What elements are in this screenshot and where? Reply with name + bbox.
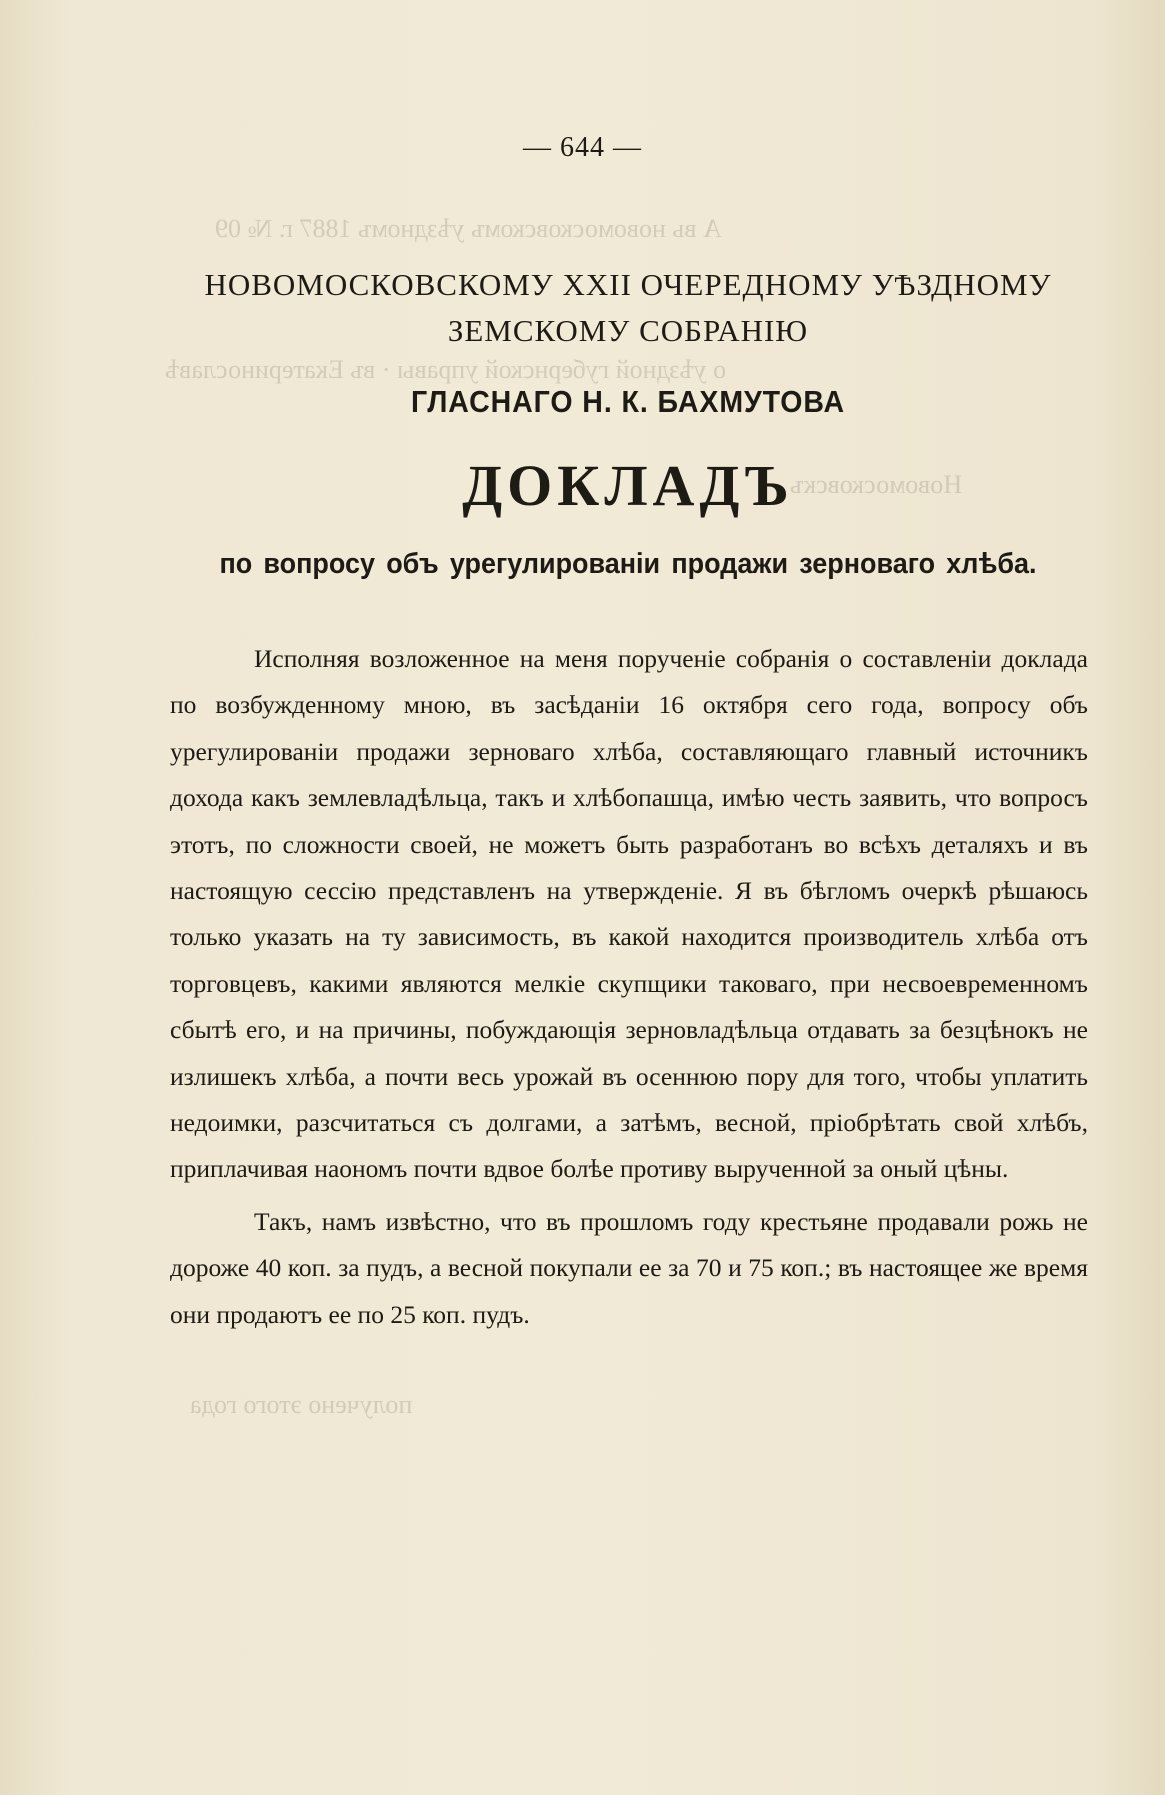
body-text [170, 636, 1088, 1344]
document-subject: по вопросу объ урегулированіи продажи зерноваго хлѣба. [219, 548, 1037, 580]
bleed-through-text: о уѣздной губернской управы · въ Екатеринославѣ [165, 355, 727, 384]
bleed-through-text: А вь новомосковскомъ уѣздномъ 1887 г. № 09 [215, 214, 722, 243]
document-title: ДОКЛАДЪ [462, 453, 794, 518]
addressee-line-1: НОВОМОСКОВСКОМУ XXII ОЧЕРЕДНОМУ УѢЗДНОМУ [204, 267, 1052, 302]
page-number: — 644 — [523, 132, 642, 163]
bleed-through-text: Новомосковскъ [790, 470, 963, 499]
paragraph: Исполняя возложенное на меня порученіе собранія о составленіи доклада по возбужденному мною, въ засѣданіи 16 октября сего года, вопросу объ урегулированіи продажи зерноваго хлѣба, составляющаго главный источникъ дохода какъ землевладѣльца, такъ и хлѣбопашца, имѣю честь заявить, что вопросъ этотъ, по сложности своей, не можетъ быть разработанъ во всѣхъ деталяхъ и въ настоящую сессію представленъ на утвержденіе. Я въ бѣгломъ очеркѣ рѣшаюсь только указать на ту зависимость, въ какой находится производитель хлѣба отъ торговцевъ, какими являются мелкіе скупщики таковаго, при несвоевременномъ сбытѣ его, и на причины, побуждающія зерновладѣльца отдавать за безцѣнокъ не излишекъ хлѣба, а почти весь урожай въ осеннюю пору для того, чтобы уплатить недоимки, разсчитаться съ долгами, а затѣмъ, весной, пріобрѣтать свой хлѣбъ, приплачивая наономъ почти вдвое болѣе противу вырученной за оный цѣны. [170, 644, 1088, 1184]
addressee-line-2: ЗЕМСКОМУ СОБРАНІЮ [447, 313, 809, 348]
bleed-through-text: получено этого года [190, 1390, 413, 1419]
paragraph: Такъ, намъ извѣстно, что въ прошломъ году крестьяне продавали рожь не дороже 40 коп. за пудъ, а весной покупали ее за 70 и 75 коп.; въ настоящее же время они продаютъ ее по 25 коп. пудъ. [170, 1206, 1088, 1329]
author-heading: ГЛАСНАГО Н. К. БАХМУТОВА [410, 384, 846, 419]
addressee-heading [168, 262, 1088, 354]
